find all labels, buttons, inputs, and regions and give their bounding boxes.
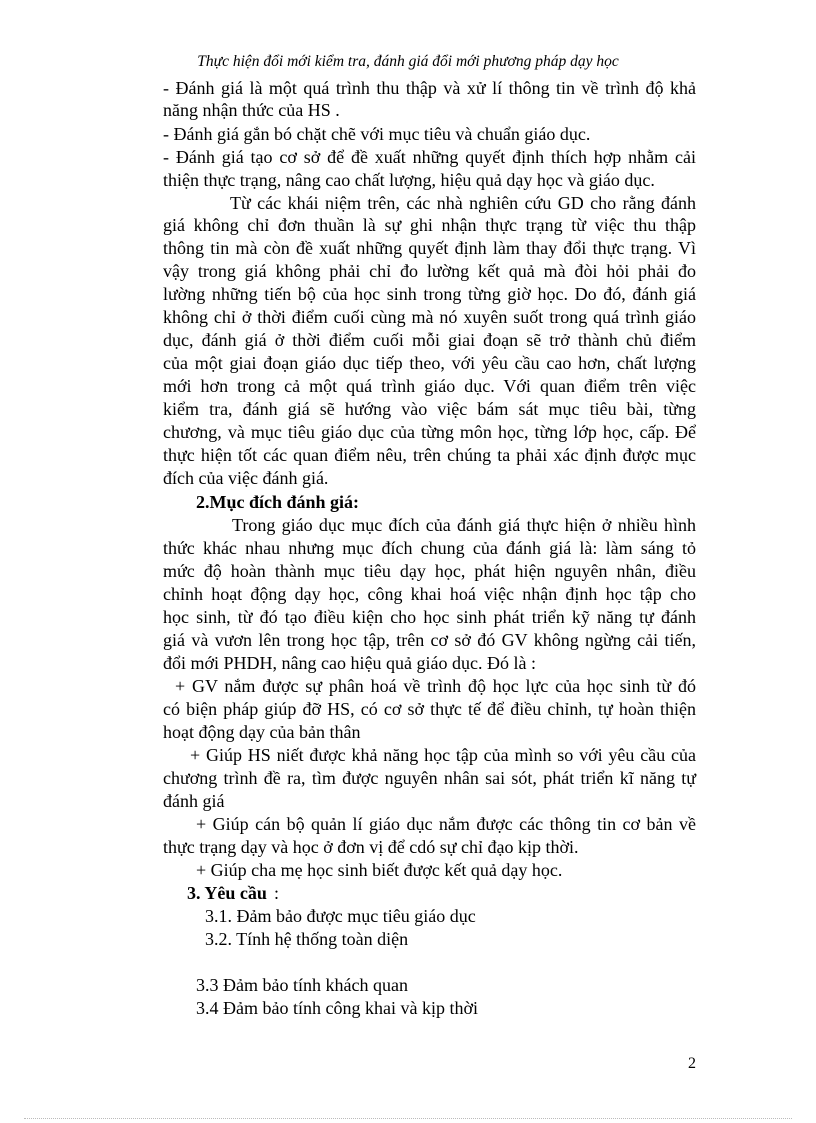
text-line: vậy trong giá không phải chỉ đo lường kết quả mà đòi hỏi phải đo [163, 261, 696, 281]
text-line: + Giúp cha mẹ học sinh biết được kết quả dạy học. [196, 860, 563, 880]
text-line: lường những tiến bộ của học sinh trong từng giờ học. Do đó, đánh giá [163, 284, 696, 304]
text-line: giá và vươn lên trong học tập, trên cơ sở đó GV không ngừng cải tiến, [163, 630, 696, 650]
text-line: hoạt động dạy của bản thân [163, 722, 361, 742]
text-line: mới hơn trong cả một quá trình giáo dục. Với quan điểm trên việc [163, 376, 696, 396]
list-item: 3.2. Tính hệ thống toàn diện [205, 929, 409, 949]
text-line: + GV nắm được sự phân hoá về trình độ học lực của học sinh từ đó [175, 676, 696, 696]
list-item: 3.4 Đảm bảo tính công khai và kịp thời [196, 998, 478, 1018]
list-item: 3.1. Đảm bảo được mục tiêu giáo dục [205, 906, 476, 926]
heading-colon: : [274, 883, 280, 903]
text-line: chương trình đề ra, tìm được nguyên nhân sai sót, phát triển kĩ năng tự [163, 768, 696, 788]
text-line: - Đánh giá tạo cơ sở để đề xuất những quyết định thích hợp nhằm cải [163, 147, 696, 167]
text-line: đích của việc đánh giá. [163, 468, 329, 488]
text-line: kiểm tra, đánh giá sẽ hướng vào việc bám sát mục tiêu bài, từng [163, 399, 696, 419]
section-heading: 3. Yêu cầu [187, 883, 267, 903]
text-line: + Giúp cán bộ quản lí giáo dục nắm được các thông tin cơ bản về [196, 814, 696, 834]
section-heading: 2.Mục đích đánh giá: [196, 492, 360, 512]
text-line: năng nhận thức của HS . [163, 100, 340, 120]
text-line: dục, đánh giá ở thời điểm cuối mỗi giai đoạn sẽ trở thành chủ điểm [163, 330, 696, 350]
text-line: đánh giá [163, 791, 225, 811]
text-line: thực hiện tốt các quan điểm nêu, trên chúng ta phải xác định được mục [163, 445, 696, 465]
text-line: không chỉ ở thời điểm cuối cùng mà nó xuyên suốt trong quá trình giáo [163, 307, 696, 327]
page-bottom-edge [24, 1118, 792, 1119]
text-line: đổi mới PHDH, nâng cao hiệu quả giáo dục. Đó là : [163, 653, 536, 673]
text-line: có biện pháp giúp đỡ HS, có cơ sở thực tế để điều chỉnh, tự hoàn thiện [163, 699, 696, 719]
text-line: Từ các khái niệm trên, các nhà nghiên cứu GD cho rằng đánh [230, 193, 696, 213]
running-header: Thực hiện đổi mới kiểm tra, đánh giá đổi mới phương pháp dạy học [197, 53, 619, 70]
text-line: thực trạng dạy và học ở đơn vị để cdó sự chỉ đạo kịp thời. [163, 837, 579, 857]
text-line: giá không chỉ đơn thuần là sự ghi nhận thực trạng từ việc thu thập [163, 215, 696, 235]
text-line: Trong giáo dục mục đích của đánh giá thực hiện ở nhiều hình [232, 515, 696, 535]
list-item: 3.3 Đảm bảo tính khách quan [196, 975, 408, 995]
text-line: mức độ hoàn thành mục tiêu dạy học, phát hiện nguyên nhân, điều [163, 561, 696, 581]
text-line: học sinh, từ đó tạo điều kiện cho học sinh phát triển kỹ năng tự đánh [163, 607, 696, 627]
text-line: thiện thực trạng, nâng cao chất lượng, hiệu quả dạy học và giáo dục. [163, 170, 655, 190]
text-line: + Giúp HS niết được khả năng học tập của mình so với yêu cầu của [190, 745, 696, 765]
text-line: của một giai đoạn giáo dục tiếp theo, với yêu cầu cao hơn, chất lượng [163, 353, 696, 373]
text-line: chỉnh hoạt động dạy học, công khai hoá việc nhận định học tập cho [163, 584, 696, 604]
text-line: - Đánh giá là một quá trình thu thập và xử lí thông tin về trình độ khả [163, 78, 696, 98]
page-number: 2 [688, 1055, 696, 1072]
text-line: - Đánh giá gắn bó chặt chẽ với mục tiêu và chuẩn giáo dục. [163, 124, 591, 144]
text-line: thức khác nhau nhưng mục đích chung của đánh giá là: làm sáng tỏ [163, 538, 696, 558]
text-line: thông tin mà còn đề xuất những quyết định làm thay đổi thực trạng. Vì [163, 238, 696, 258]
text-line: chương, và mục tiêu giáo dục của từng môn học, từng lớp học, cấp. Để [163, 422, 696, 442]
